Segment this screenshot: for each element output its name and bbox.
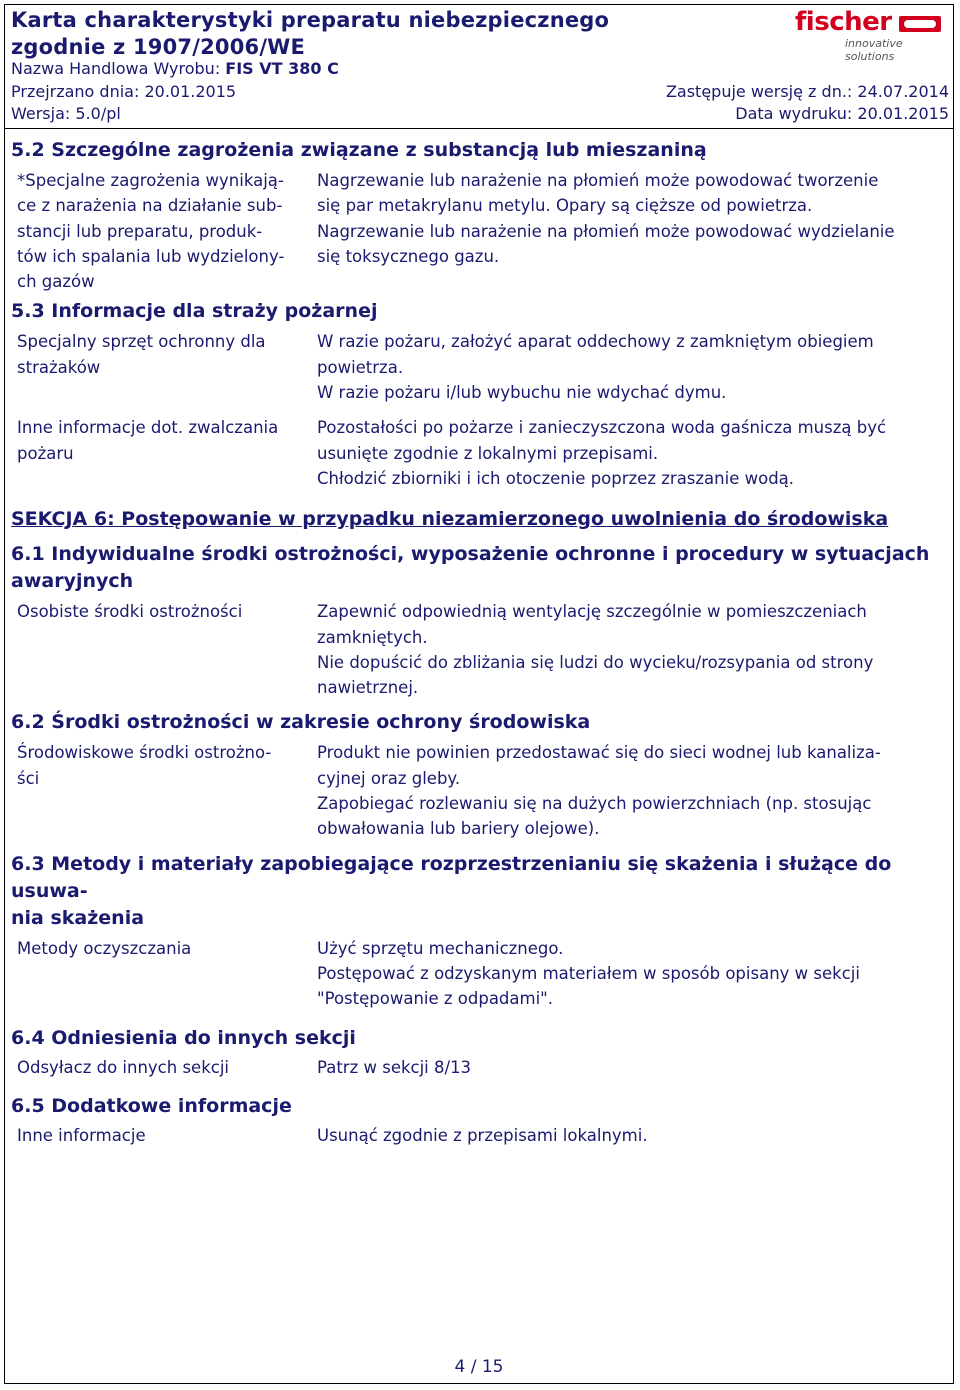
page-content: [11, 135, 949, 1148]
other-sections-label: Odsyłacz do innych sekcji: [17, 1057, 229, 1077]
value-line: nawietrznej.: [317, 678, 419, 698]
label-line: Środowiskowe środki ostrożno-: [17, 743, 272, 763]
label-line: ści: [17, 768, 40, 788]
heading-line: 6.1 Indywidualne środki ostrożności, wyposażenie ochronne i procedury w sytuacjach: [11, 543, 930, 566]
label-line: ch gazów: [17, 272, 95, 292]
row-environmental-precautions: [11, 740, 949, 841]
value-line: Produkt nie powinien przedostawać się do sieci wodnej lub kanaliza-: [317, 743, 881, 763]
heading-line: 6.3 Metody i materiały zapobiegające rozprzestrzenianiu się skażenia i służące do usuwa-: [11, 852, 892, 902]
special-hazards-value: [317, 168, 949, 294]
label-line: tów ich spalania lub wydzielony-: [17, 246, 285, 266]
trade-name: [11, 59, 339, 78]
additional-info-label: Inne informacje: [17, 1125, 146, 1145]
other-sections-value: Patrz w sekcji 8/13: [317, 1057, 472, 1077]
heading-5-2: 5.2 Szczególne zagrożenia związane z substancją lub mieszaniną: [11, 139, 707, 161]
value-line: obwałowania lub bariery olejowe).: [317, 819, 600, 839]
value-line: Nagrzewanie lub narażenie na płomień może powodować tworzenie: [317, 171, 879, 190]
protective-equipment-label: [11, 329, 317, 405]
value-line: Chłodzić zbiorniki i ich otoczenie poprzez zraszanie wodą.: [317, 468, 795, 488]
value-line: się toksycznego gazu.: [317, 246, 500, 266]
personal-precautions-label: Osobiste środki ostrożności: [17, 602, 243, 622]
value-line: cyjnej oraz gleby.: [317, 768, 461, 788]
heading-line: nia skażenia: [11, 906, 145, 929]
label-line: *Specjalne zagrożenia wynikają-: [17, 171, 284, 190]
page-frame: [4, 4, 954, 1384]
cleaning-methods-value: [317, 936, 949, 1012]
firefighting-info-label: [11, 415, 317, 491]
row-personal-precautions: [11, 599, 949, 700]
personal-precautions-value: [317, 599, 949, 700]
trade-name-value: FIS VT 380 C: [225, 59, 339, 78]
value-line: Nie dopuścić do zbliżania się ludzi do wycieku/rozsypania od strony: [317, 652, 874, 672]
label-line: Specjalny sprzęt ochronny dla: [17, 332, 266, 352]
reviewed-date: Przejrzano dnia: 20.01.2015: [11, 82, 237, 101]
section-6-title: SEKCJA 6: Postępowanie w przypadku niezamierzonego uwolnienia do środowiska: [11, 508, 889, 531]
row-firefighting-info: [11, 415, 949, 491]
environmental-precautions-label: [11, 740, 317, 841]
special-hazards-label: [11, 168, 317, 294]
environmental-precautions-value: [317, 740, 949, 841]
value-line: Zapobiegać rozlewaniu się na dużych powierzchniach (np. stosując: [317, 794, 872, 814]
label-line: strażaków: [17, 357, 101, 377]
row-special-hazards: [11, 168, 949, 294]
logo-tagline: innovative solutions: [845, 37, 903, 63]
heading-line: awaryjnych: [11, 570, 134, 593]
value-line: W razie pożaru, założyć aparat oddechowy z zamkniętym obiegiem: [317, 332, 874, 352]
logo-badge-icon: [899, 16, 941, 32]
value-line: "Postępowanie z odpadami".: [317, 989, 554, 1009]
value-line: Postępować z odzyskanym materiałem w sposób opisany w sekcji: [317, 963, 860, 983]
value-line: Nagrzewanie lub narażenie na płomień może powodować wydzielanie: [317, 221, 895, 241]
label-line: ce z narażenia na działanie sub-: [17, 196, 283, 216]
row-cleaning-methods: [11, 936, 949, 1012]
title-line-1: Karta charakterystyki preparatu niebezpiecznego: [11, 8, 610, 32]
additional-info-value: Usunąć zgodnie z przepisami lokalnymi.: [317, 1125, 648, 1145]
value-line: powietrza.: [317, 357, 404, 377]
logo-wordmark: fischer: [795, 7, 892, 37]
fischer-logo: [795, 7, 945, 63]
protective-equipment-value: [317, 329, 949, 405]
replaces-version: Zastępuje wersję z dn.: 24.07.2014: [665, 82, 949, 101]
value-line: usunięte zgodnie z lokalnymi przepisami.: [317, 443, 659, 463]
heading-6-3: [11, 851, 949, 932]
value-line: Zapewnić odpowiednią wentylację szczególnie w pomieszczeniach: [317, 602, 867, 622]
firefighting-info-value: [317, 415, 949, 491]
trade-name-label: Nazwa Handlowa Wyrobu:: [11, 59, 226, 78]
label-line: Inne informacje dot. zwalczania: [17, 418, 279, 438]
label-line: pożaru: [17, 443, 74, 463]
print-date: Data wydruku: 20.01.2015: [735, 104, 949, 123]
row-protective-equipment: [11, 329, 949, 405]
version: Wersja: 5.0/pl: [11, 104, 121, 123]
heading-5-3: 5.3 Informacje dla straży pożarnej: [11, 300, 378, 323]
title-line-2: zgodnie z 1907/2006/WE: [11, 35, 306, 59]
document-title: [11, 7, 609, 61]
heading-6-1: [11, 541, 949, 595]
value-line: W razie pożaru i/lub wybuchu nie wdychać dymu.: [317, 383, 727, 403]
heading-6-4: 6.4 Odniesienia do innych sekcji: [11, 1026, 356, 1049]
document-header: [5, 5, 953, 129]
label-line: stancji lub preparatu, produk-: [17, 221, 263, 241]
row-other-sections: [11, 1055, 949, 1080]
heading-6-5: 6.5 Dodatkowe informacje: [11, 1094, 292, 1117]
value-line: Pozostałości po pożarze i zanieczyszczona woda gaśnicza muszą być: [317, 418, 887, 438]
value-line: Użyć sprzętu mechanicznego.: [317, 938, 564, 958]
value-line: zamkniętych.: [317, 627, 428, 647]
cleaning-methods-label: Metody oczyszczania: [17, 938, 192, 958]
page-number: 4 / 15: [454, 1357, 504, 1377]
value-line: się par metakrylanu metylu. Opary są cięższe od powietrza.: [317, 196, 813, 216]
heading-6-2: 6.2 Środki ostrożności w zakresie ochrony środowiska: [11, 711, 591, 734]
row-additional-info: [11, 1123, 949, 1148]
